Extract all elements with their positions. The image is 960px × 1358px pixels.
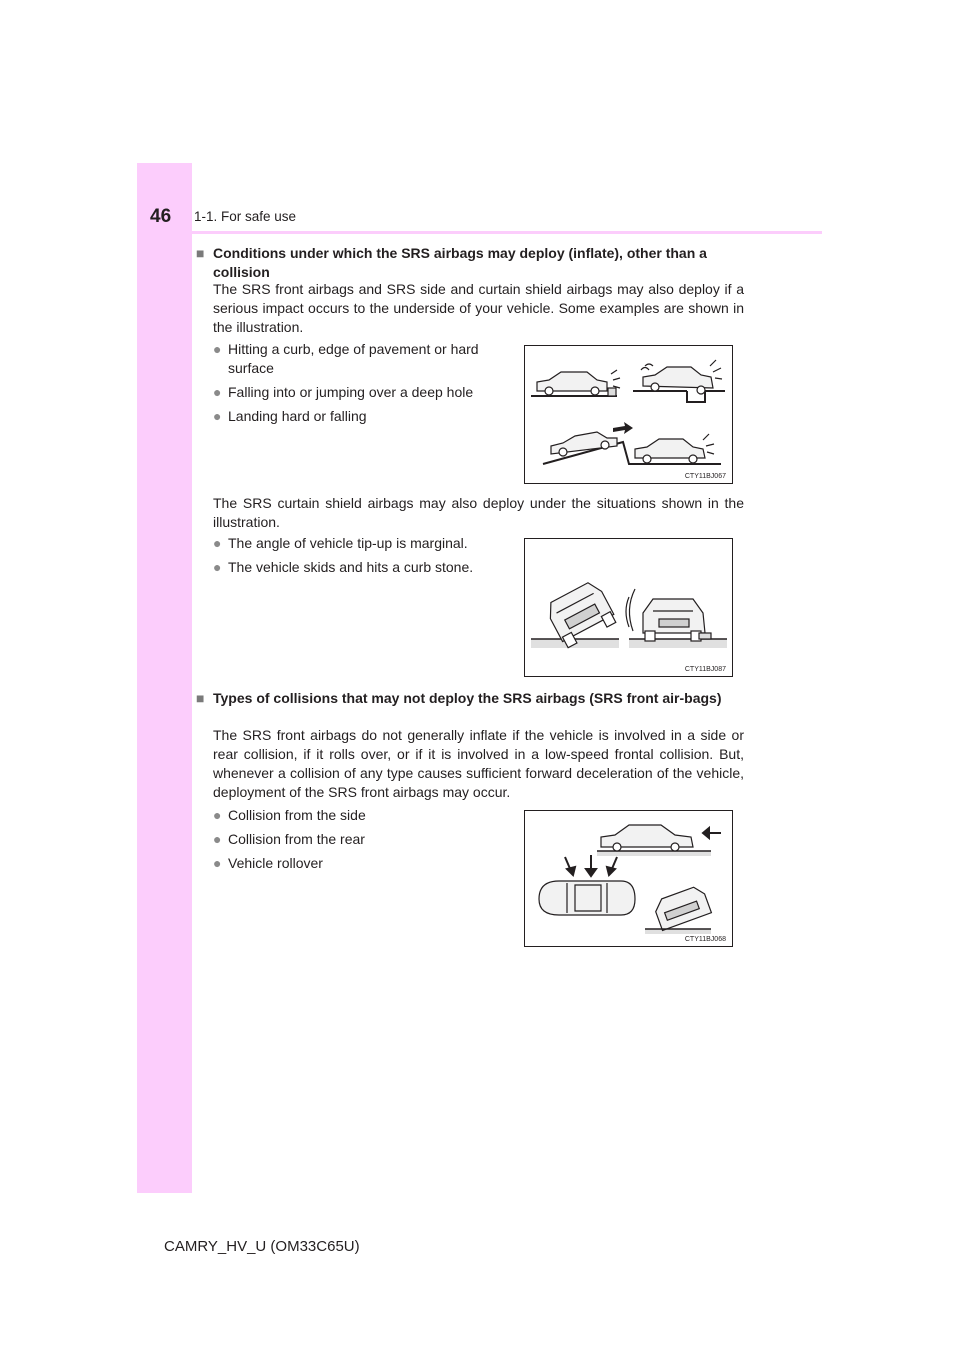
- paragraph-curtain-shield: The SRS curtain shield airbags may also deploy under the situations shown in the illustration.: [213, 495, 744, 530]
- list-item: ● Landing hard or falling: [213, 408, 367, 424]
- bullet-dot-icon: ●: [213, 831, 222, 847]
- page-number: 46: [150, 206, 172, 227]
- paragraph-underside-impact: The SRS front airbags and SRS side and curtain shield airbags may also deploy if a serious impact occurs to the underside of your vehicle. Some examples are shown in the illustration.: [213, 281, 744, 335]
- header-rule: [192, 231, 822, 234]
- car-tipup-illustration: [525, 539, 732, 676]
- list-item: ● Falling into or jumping over a deep hole: [213, 384, 474, 400]
- list-item: ● Collision from the rear: [213, 831, 365, 847]
- figure-code: CTY11BJ067: [684, 473, 726, 480]
- bullet-dot-icon: ●: [213, 807, 222, 823]
- list-item: ● Vehicle rollover: [213, 855, 323, 871]
- heading-no-deploy-types: ■ Types of collisions that may not deploy the SRS airbags (SRS front air-bags): [196, 690, 722, 706]
- square-bullet-icon: ■: [196, 690, 205, 706]
- bullet-dot-icon: ●: [213, 408, 222, 424]
- collision-types-illustration: [525, 811, 732, 946]
- figure-code: CTY11BJ068: [684, 936, 726, 943]
- bullet-list-no-deploy: [213, 806, 513, 878]
- square-bullet-icon: ■: [196, 245, 205, 261]
- bullet-dot-icon: ●: [213, 855, 222, 871]
- list-item: ● The vehicle skids and hits a curb stone.: [213, 559, 474, 575]
- bullet-dot-icon: ●: [213, 559, 222, 575]
- bullet-dot-icon: ●: [213, 535, 222, 551]
- bullet-dot-icon: ●: [213, 384, 222, 400]
- list-item: ● The angle of vehicle tip-up is marginal.: [213, 535, 468, 551]
- bullet-dot-icon: ●: [213, 341, 222, 357]
- illustration-curb-hole-landing: [524, 345, 733, 484]
- section-title: 1-1. For safe use: [194, 209, 297, 224]
- footer-model-code: CAMRY_HV_U (OM33C65U): [164, 1238, 360, 1255]
- bullet-list-deploy: [213, 340, 513, 431]
- figure-code: CTY11BJ087: [684, 666, 726, 673]
- list-item: ● Collision from the side: [213, 807, 366, 823]
- bullet-list-curtain: [213, 534, 513, 582]
- heading-deploy-conditions: ■ Conditions under which the SRS airbags may deploy (inflate), other than a collision: [196, 245, 707, 280]
- illustration-side-rear-rollover: [524, 810, 733, 947]
- side-tab-strip: [137, 163, 192, 1193]
- list-item: ● Hitting a curb, edge of pavement or hard surface: [213, 341, 479, 376]
- paragraph-front-airbags: The SRS front airbags do not generally inflate if the vehicle is involved in a side or rear collision, if it rolls over, or if it is involved in a low-speed frontal collision. But, whenever a collision of any type causes sufficient forward deceleration of the vehicle, deployment of the SRS front airbags may occur.: [213, 727, 744, 800]
- car-impact-illustration: [525, 346, 732, 483]
- illustration-tipup-curb: [524, 538, 733, 677]
